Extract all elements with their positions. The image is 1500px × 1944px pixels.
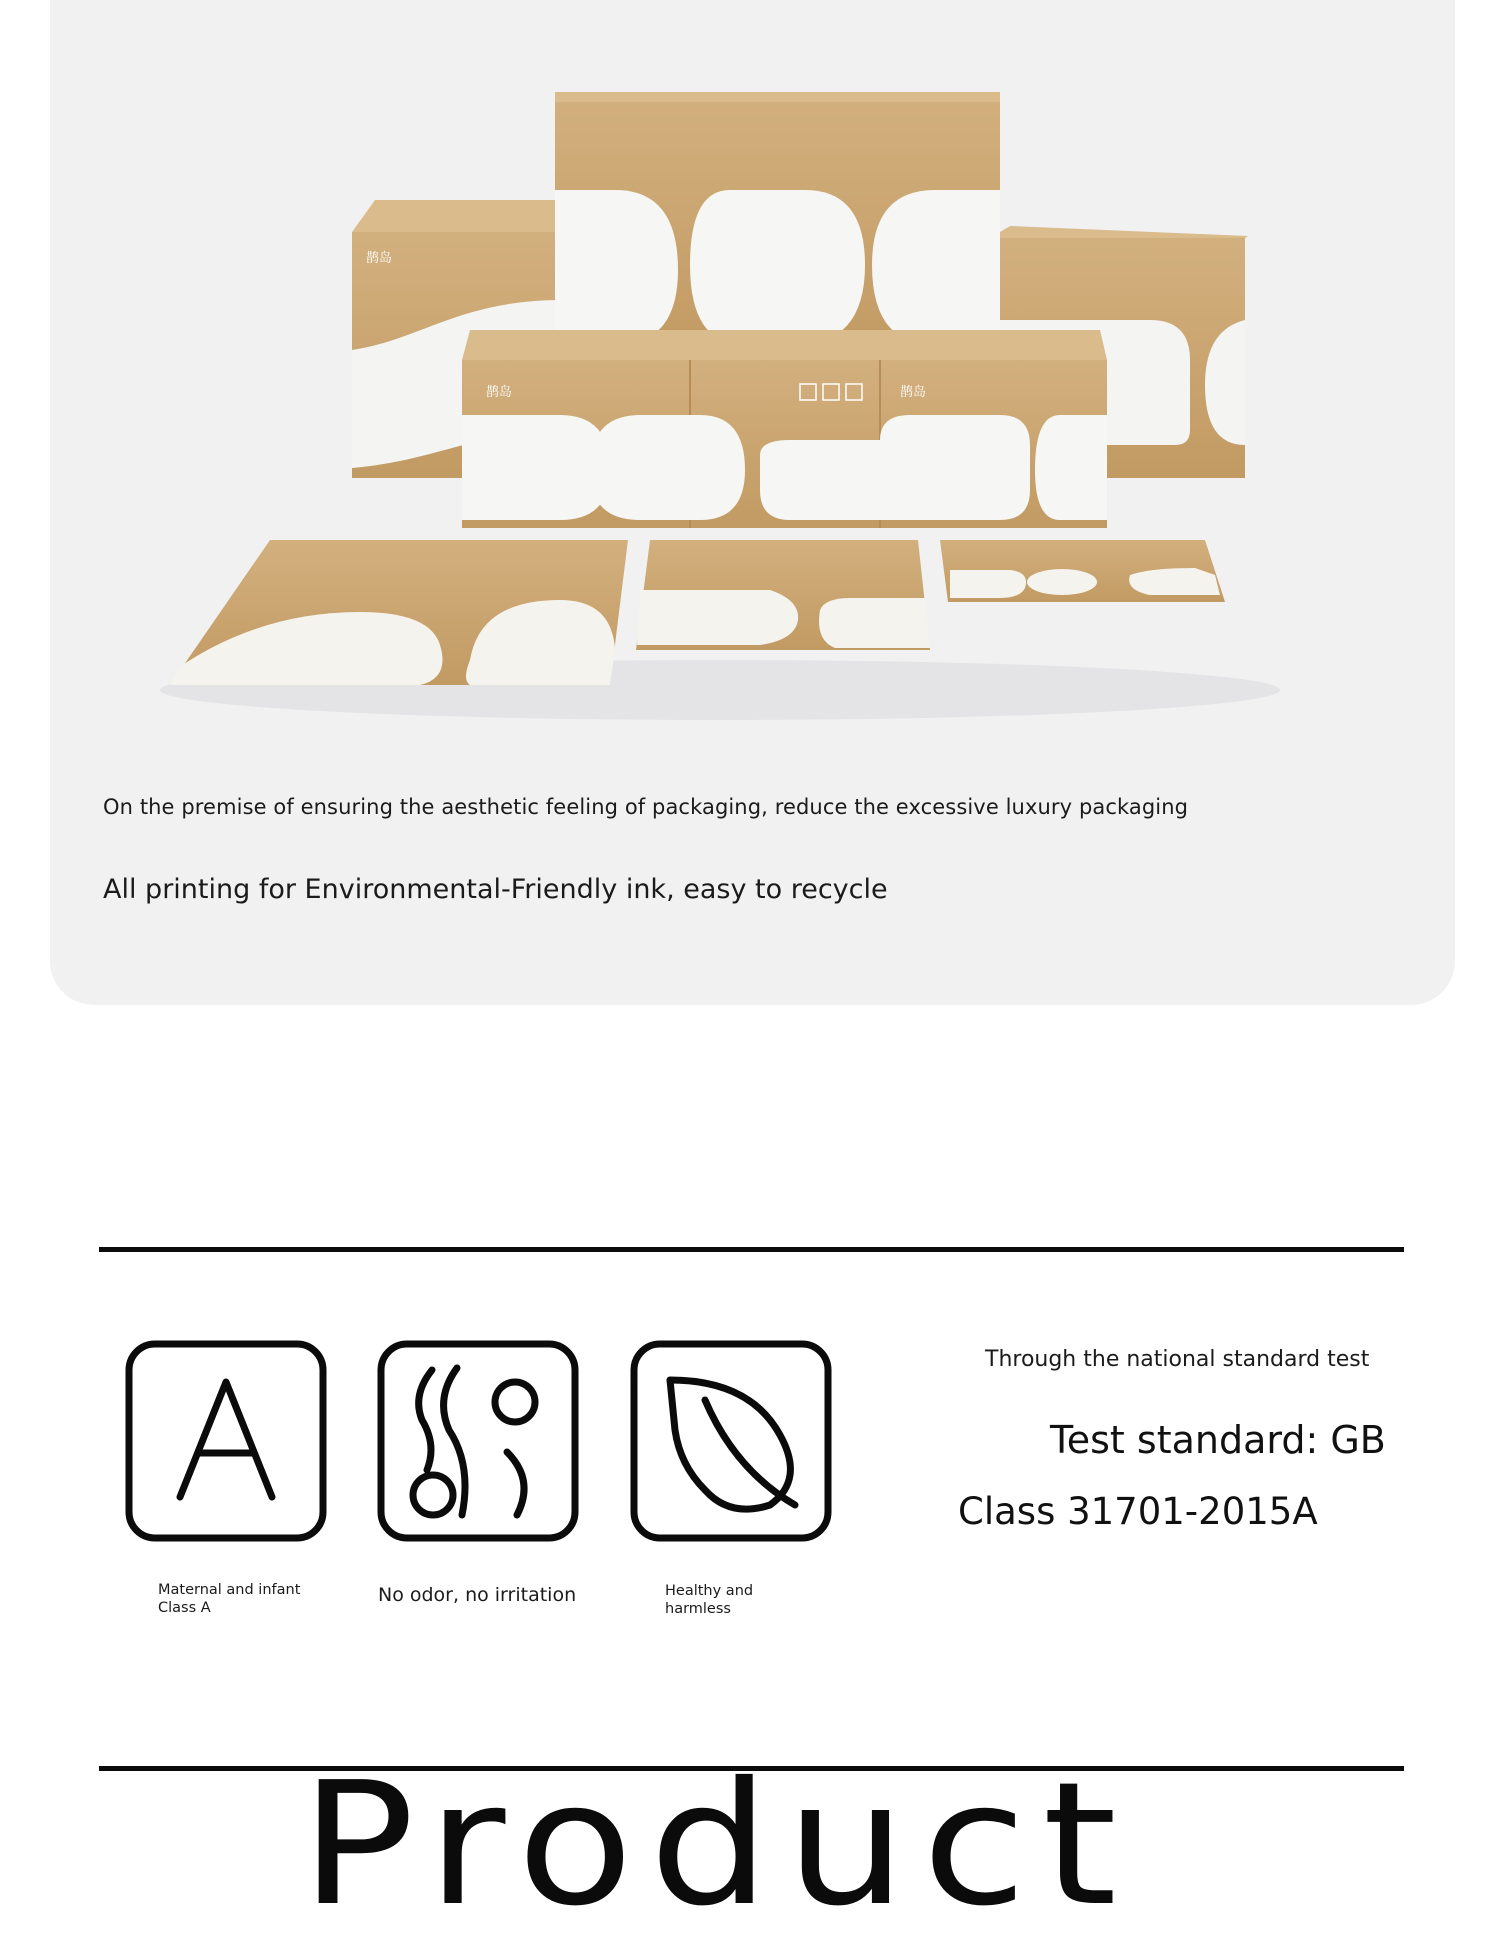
caption-line-1: On the premise of ensuring the aesthetic feeling of packaging, reduce the excessive luxury packaging	[103, 795, 1189, 819]
envelope-small	[940, 540, 1225, 602]
standard-through-text: Through the national standard test	[985, 1347, 1370, 1372]
box-top-center	[555, 92, 1000, 357]
svg-text:鹊岛: 鹊岛	[366, 251, 393, 266]
leaf-icon	[630, 1340, 832, 1542]
odor-waves-icon	[377, 1340, 579, 1542]
feature-label-no-odor: No odor, no irritation	[378, 1584, 577, 1606]
svg-text:鹊岛: 鹊岛	[900, 385, 927, 400]
product-heading: Product	[300, 1746, 1133, 1944]
section-divider-top	[99, 1247, 1404, 1252]
box-front-row	[462, 330, 1107, 528]
caption-line-2: All printing for Environmental-Friendly ink, easy to recycle	[103, 874, 888, 905]
test-standard-text: Test standard: GB	[1050, 1418, 1386, 1462]
letter-a-icon	[125, 1340, 327, 1542]
feature-label-class-a: Maternal and infant Class A	[158, 1582, 301, 1616]
envelope-large	[170, 540, 628, 685]
packaging-photo	[0, 0, 1500, 720]
svg-text:鹊岛: 鹊岛	[486, 385, 513, 400]
feature-label-healthy: Healthy and harmless	[665, 1583, 754, 1617]
envelope-medium	[636, 540, 930, 650]
standard-class-text: Class 31701-2015A	[958, 1490, 1318, 1533]
